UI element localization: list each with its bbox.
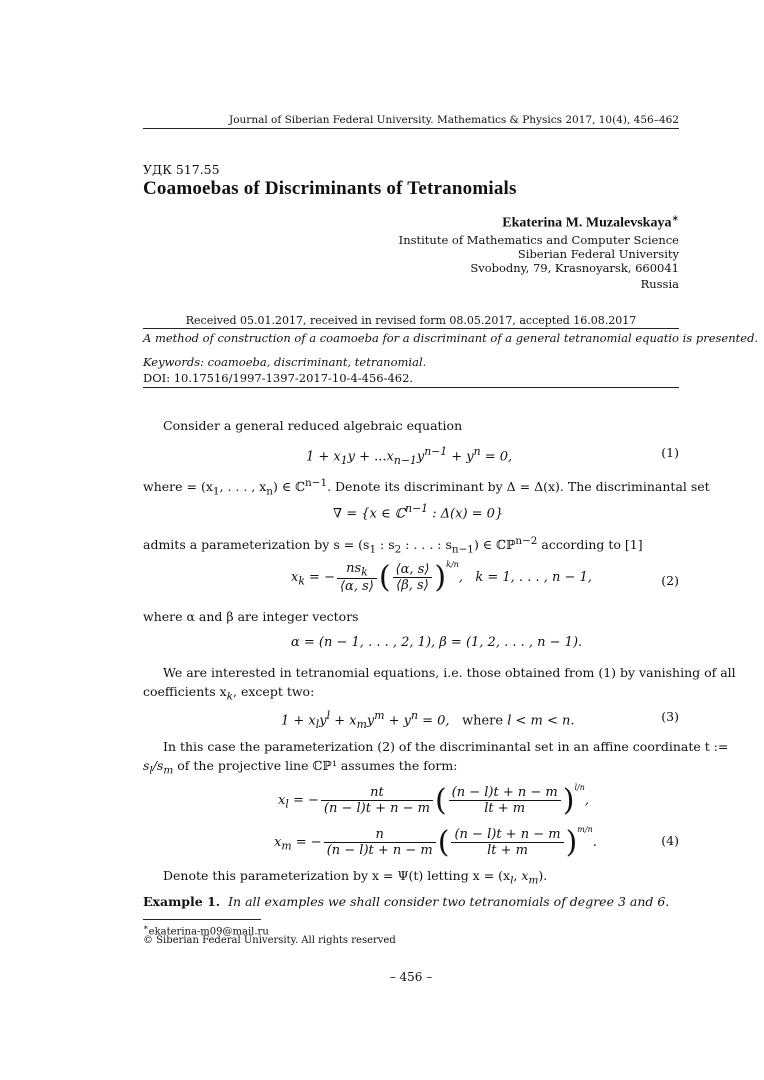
paragraph: $s_l/s_m$ of the projective line ℂℙ¹ assumes the form:: [143, 758, 458, 777]
affiliation-line: Institute of Mathematics and Computer Science: [398, 233, 679, 247]
paper-title: Coamoebas of Discriminants of Tetranomials: [143, 178, 517, 199]
equation-number: (4): [661, 833, 679, 848]
doi: DOI: 10.17516/1997-1397-2017-10-4-456-462.: [143, 371, 414, 385]
abstract-bottom-rule: [143, 387, 679, 388]
paragraph: coefficients $x_k$, except two:: [143, 684, 315, 703]
equation-1: $1 + x_1y + ...x_{n-1}y^{n-1} + y^n = 0$,: [306, 445, 513, 467]
footnote-email: ∗ekaterina-m09@mail.ru: [143, 922, 269, 938]
equation-number: (2): [661, 573, 679, 588]
keywords: Keywords: coamoeba, discriminant, tetranomial.: [143, 355, 427, 369]
equation-3: $1 + x_ly^l + x_my^m + y^n = 0$, where l < m < n.: [281, 709, 575, 731]
alpha-beta-vectors: α = (n − 1, . . . , 2, 1), β = (1, 2, . . . , n − 1).: [291, 635, 583, 650]
discriminant-set-equation: ∇ = {x ∈ ℂ$^{n-1}$ : Δ(x) = 0}: [333, 502, 504, 522]
paragraph: In this case the parameterization (2) of the discriminantal set in an affine coordinate t :=: [163, 739, 729, 754]
paragraph: We are interested in tetranomial equations, i.e. those obtained from (1) by vanishing of all: [163, 665, 736, 680]
equation-number: (3): [661, 709, 679, 724]
equation-4-xm: $x_m$ = − $\frac{n}{(n - l)t + n - m}$ ( $\frac{(n - l)t + n - m}{lt + m}$ )$^{m/n}$.: [274, 825, 597, 860]
equation-2: $x_k$ = − $\frac{ns_k}{⟨\alpha, s⟩}$ ( $\frac{⟨\alpha, s⟩}{⟨\beta, s⟩}$ )$^{k/n}$, k = 1, . . . , n − 1,: [291, 560, 592, 595]
paragraph: Denote this parameterization by x = Ψ(t) letting $x = (x_l$, $x_m$).: [163, 868, 548, 887]
footnote-copyright: © Siberian Federal University. All rights reserved: [143, 935, 396, 946]
abstract-top-rule: [143, 328, 679, 329]
page-number: – 456 –: [389, 970, 433, 984]
received-dates: Received 05.01.2017, received in revised form 08.05.2017, accepted 16.08.2017: [185, 314, 637, 327]
paragraph: where = ($x_1$, . . . , $x_n$) ∈ ℂ$^{n-1}$. Denote its discriminant by Δ = Δ(x). The discriminantal set: [143, 477, 710, 498]
affiliation-line: Russia: [640, 277, 679, 291]
header-rule: [143, 128, 679, 129]
paragraph: where α and β are integer vectors: [143, 609, 359, 624]
example-1: Example 1. In all examples we shall consider two tetranomials of degree 3 and 6.: [143, 894, 670, 909]
journal-header: Journal of Siberian Federal University. Mathematics & Physics 2017, 10(4), 456–462: [229, 114, 679, 126]
paragraph: admits a parameterization by $s = (s_1$ : $s_2$ : . . . : $s_{n-1}$) ∈ ℂℙ$^{n-2}$ according to [1]: [143, 535, 643, 556]
affiliation-line: Siberian Federal University: [517, 247, 679, 261]
equation-number: (1): [661, 445, 679, 460]
footnote-rule: [143, 919, 261, 920]
author-name: Ekaterina M. Muzalevskaya∗: [502, 213, 679, 231]
affiliation-line: Svobodny, 79, Krasnoyarsk, 660041: [470, 261, 679, 275]
udk-code: УДК 517.55: [143, 162, 220, 177]
abstract: A method of construction of a coamoeba for a discriminant of a general tetranomial equatio is presented.: [143, 331, 759, 345]
equation-4-xl: $x_l$ = − $\frac{nt}{(n - l)t + n - m}$ ( $\frac{(n - l)t + n - m}{lt + m}$ )$^{l/n}$,: [278, 783, 590, 818]
paragraph: Consider a general reduced algebraic equation: [163, 418, 463, 433]
